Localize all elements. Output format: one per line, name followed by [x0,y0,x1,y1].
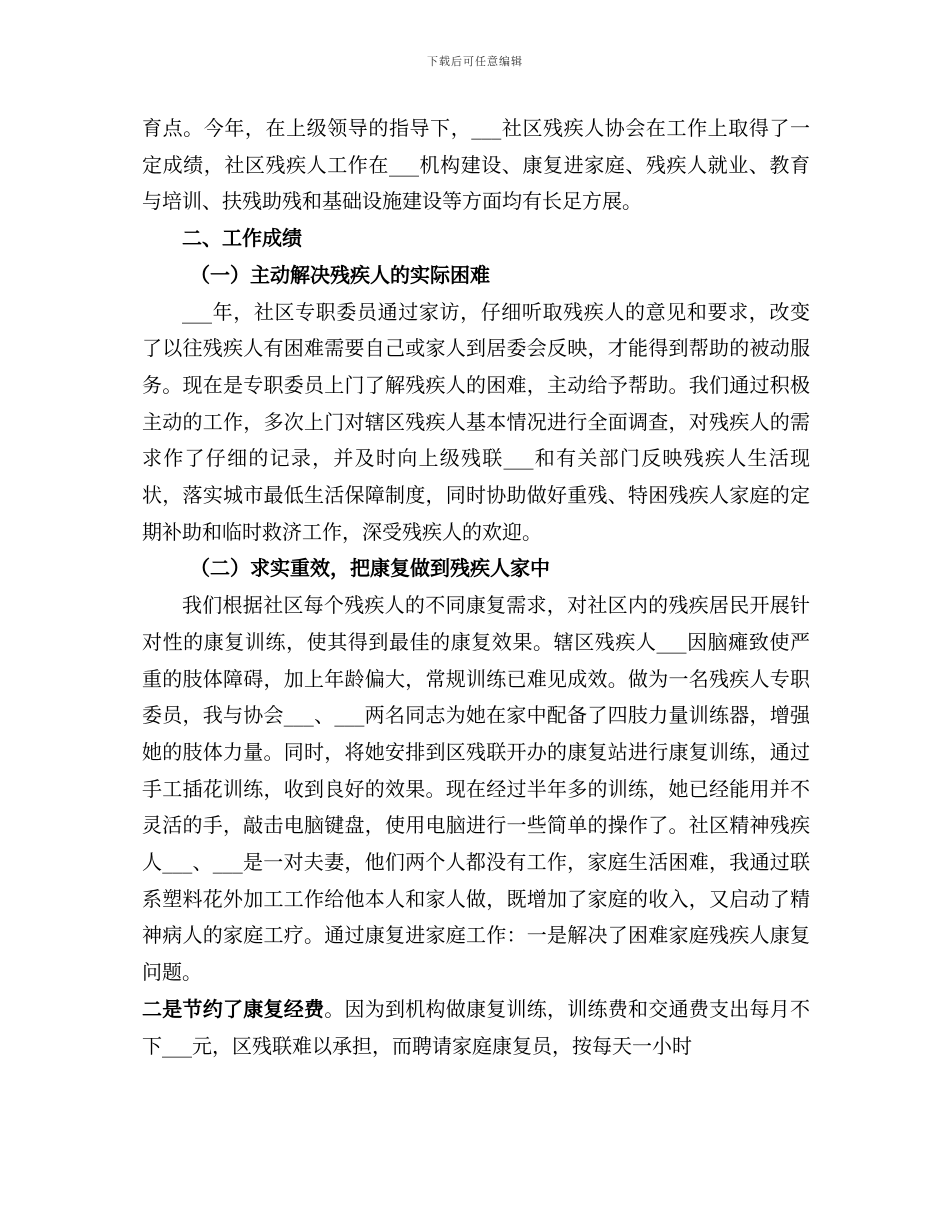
paragraph-intro: 育点。今年，在上级领导的指导下，___社区残疾人协会在工作上取得了一定成绩，社区残疾人工作在___机构建设、康复进家庭、残疾人就业、教育与培训、扶残助残和基础设施建设等方面均有长足方展。 [142,116,810,214]
subsection-heading-1: （一）主动解决残疾人的实际困难 [190,262,490,287]
document-body [142,110,810,1064]
bold-phrase: 二是节约了康复经费 [142,996,325,1021]
paragraph-subsection-1: ___年，社区专职委员通过家访，仔细听取残疾人的意见和要求，改变了以往残疾人有困难需要自己或家人到居委会反映，才能得到帮助的被动服务。现在是专职委员上门了解残疾人的困难，主动给予帮助。我们通过积极主动的工作，多次上门对辖区残疾人基本情况进行全面调查，对残疾人的需求作了仔细的记录，并及时向上级残联___和有关部门反映残疾人生活现状，落实城市最低生活保障制度，同时协助做好重残、特困残疾人家庭的定期补助和临时救济工作，深受残疾人的欢迎。 [142,299,810,544]
paragraph-savings-text: 。因为到机构做康复训练，训练费和交通费支出每月不下___元，区残联难以承担，而聘请家庭康复员，按每天一小时 [142,996,810,1058]
paragraph-subsection-2: 我们根据社区每个残疾人的不同康复需求，对社区内的残疾居民开展针对性的康复训练，使其得到最佳的康复效果。辖区残疾人___因脑瘫致使严重的肢体障碍，加上年龄偏大，常规训练已难见成效。做为一名残疾人专职委员，我与协会___、___两名同志为她在家中配备了四肢力量训练器，增强她的肢体力量。同时，将她安排到区残联开办的康复站进行康复训练，通过手工插花训练，收到良好的效果。现在经过半年多的训练，她已经能用并不灵活的手，敲击电脑键盘，使用电脑进行一些简单的操作了。社区精神残疾人___、___是一对夫妻，他们两个人都没有工作，家庭生活困难，我通过联系塑料花外加工工作给他本人和家人做，既增加了家庭的收入，又启动了精神病人的家庭工疗。通过康复进家庭工作：一是解决了困难家庭残疾人康复问题。 [142,593,810,985]
page-header: 下载后可任意编辑 [427,55,523,68]
subsection-heading-2: （二）求实重效，把康复做到残疾人家中 [190,556,550,581]
section-heading-achievements: 二、工作成绩 [182,226,302,251]
paragraph-savings [142,991,810,1064]
